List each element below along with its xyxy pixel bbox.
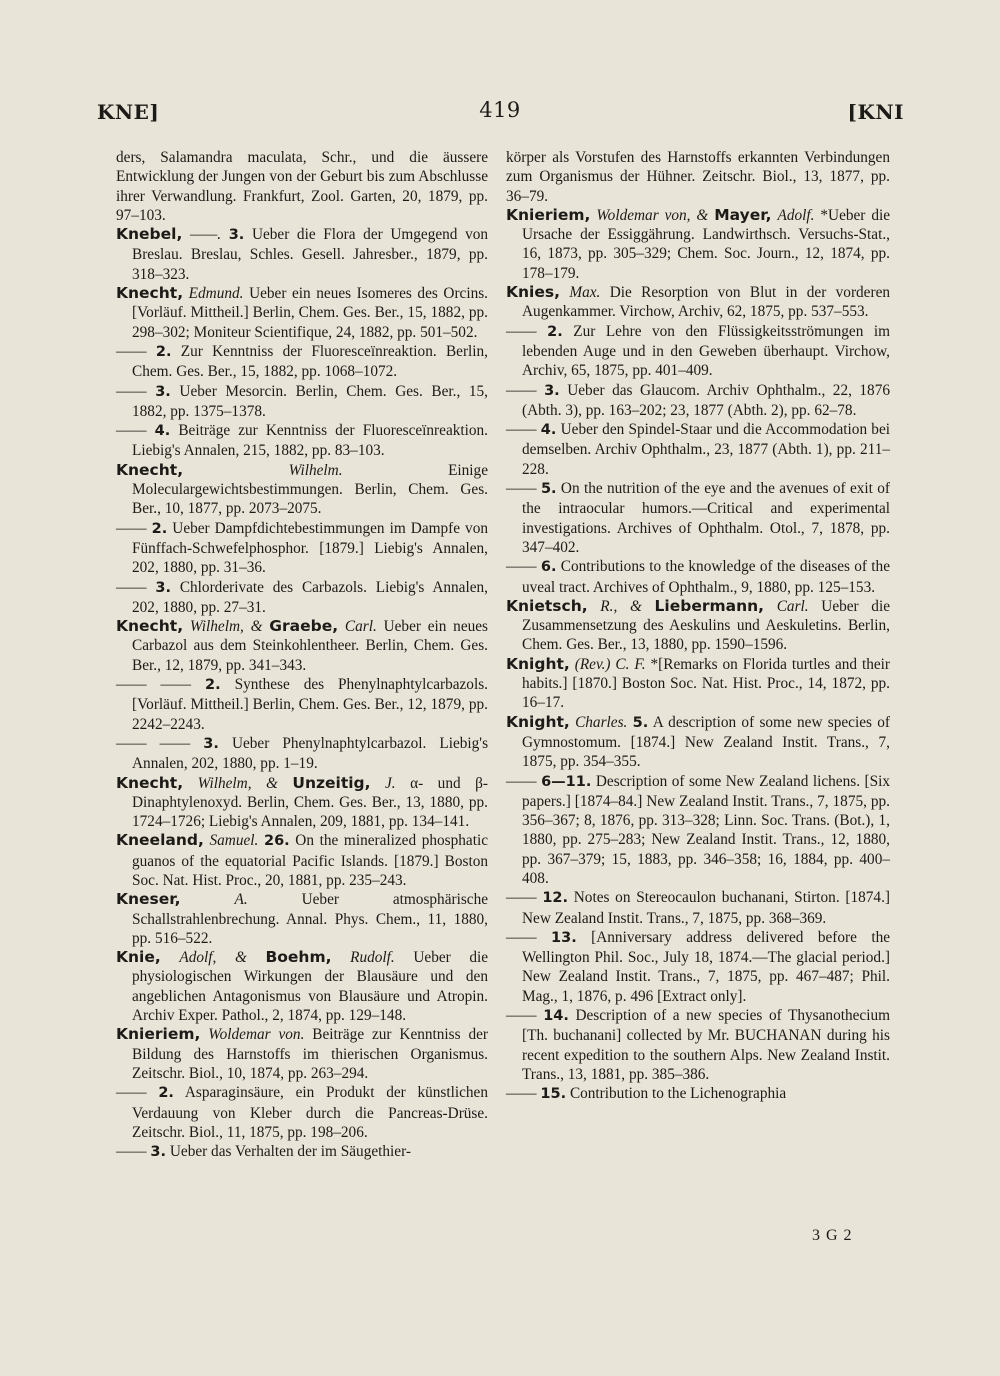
entry-text: Chlorderivate des Carbazols. Liebig's Annalen, 202, 1880, pp. 27–31. — [132, 578, 488, 616]
entry-text: Synthese des Phenylnaphtylcarbazols. [Vorläuf. Mittheil.] Berlin, Chem. Ges. Ber., 12, 1879, pp. 2242–2243. — [132, 676, 488, 733]
ditto-dash: —— — [506, 928, 537, 946]
entry-text: Ueber die Flora der Umgegend von Breslau. Breslau, Schles. Gesell. Jahresber., 1879, pp. 318–323. — [132, 226, 489, 283]
ditto-dash: —— — [506, 1085, 537, 1103]
entry-text: Asparaginsäure, ein Produkt der künstlichen Verdauung von Kleber durch die Pancreas-Drüse. Zeitschr. Biol., 11, 1875, pp. 198–206. — [132, 1084, 488, 1141]
bibliography-entry — [116, 421, 488, 461]
paper-number: 15. — [540, 1086, 567, 1103]
bibliography-entry — [506, 148, 890, 206]
entry-text: Ueber Mesorcin. Berlin, Chem. Ges. Ber., 15, 1882, pp. 1375–1378. — [132, 382, 489, 420]
paper-number: 3. — [203, 735, 219, 752]
author-forename: Samuel. — [209, 832, 259, 850]
ditto-dash: —— — [116, 578, 147, 596]
entry-text: Ueber das Verhalten der im Säugethier- — [169, 1143, 411, 1161]
author-forename: Rudolf. — [350, 949, 395, 967]
bibliography-entry — [506, 381, 890, 421]
ditto-dash: —— — [116, 1143, 147, 1161]
author-forename: R., & — [600, 597, 655, 615]
paper-number: 12. — [542, 890, 569, 907]
paper-number: 2. — [547, 323, 563, 340]
author-forename: Wilhelm, & — [189, 618, 270, 636]
author-forename: Wilhelm, & — [197, 774, 293, 792]
author-forename: Adolf, & — [179, 949, 266, 967]
entry-text: Ueber ein neues Isomeres des Orcins. [Vorläuf. Mittheil.] Berlin, Chem. Ges. Ber., 15, 1882, pp. 298–302; Moniteur Scientifique, 24, 1882, pp. 501–502. — [132, 285, 489, 341]
author-forename: ——. — [190, 226, 222, 244]
entry-text: Notes on Stereocaulon buchanani, Stirton. [1874.] New Zealand Instit. Trans., 7, 1875, pp. 368–369. — [522, 889, 890, 927]
bibliography-entry — [116, 617, 488, 675]
bibliography-entry — [506, 557, 890, 597]
bibliography-entry — [506, 283, 890, 322]
bibliography-entry — [506, 655, 890, 713]
bibliography-entry — [506, 772, 890, 889]
author-forename: Woldemar von, & — [596, 206, 715, 224]
bibliography-entry — [116, 148, 488, 225]
paper-number: 2. — [151, 520, 168, 537]
author-surname: Knie, — [116, 948, 161, 967]
paper-number: 13. — [551, 929, 577, 946]
author-forename: J. — [385, 774, 396, 792]
author-surname: Knies, — [506, 283, 560, 302]
bibliography-entry — [506, 713, 890, 772]
entry-text: Zur Kenntniss der Fluoresceïnreaktion. Berlin, Chem. Ges. Ber., 15, 1882, pp. 1068–1072. — [132, 342, 489, 381]
paper-number: 4. — [540, 422, 557, 439]
author-forename: Edmund. — [188, 285, 244, 303]
paper-number: 6. — [540, 559, 557, 576]
ditto-dash: —— — [116, 1084, 147, 1102]
entry-text: Zur Lehre von den Flüssigkeitsströmungen im lebenden Auge und in den Geweben überhaupt. Virchow, Archiv, 65, 1875, pp. 401–409. — [522, 322, 891, 380]
author-surname: Knieriem, — [506, 205, 591, 224]
bibliography-entry — [506, 1084, 890, 1104]
bibliography-entry — [506, 206, 890, 283]
paper-number: 3. — [155, 579, 172, 596]
signature-mark: 3 G 2 — [812, 1227, 853, 1244]
author-surname: Knebel, — [116, 225, 183, 244]
running-head-left: KNE] — [97, 100, 160, 124]
left-column — [116, 148, 488, 1162]
bibliography-entry — [116, 1083, 488, 1142]
author-forename: Wilhelm. — [288, 461, 343, 479]
entry-text: Beiträge zur Kenntniss der Fluoresceïnreaktion. Liebig's Annalen, 215, 1882, pp. 83–103. — [132, 422, 489, 460]
entry-text: ders, Salamandra maculata, Schr., und die äussere Entwicklung der Jungen von der Geburt bis zum Abschlusse ihrer Verwandlung. Frankfurt, Zool. Garten, 20, 1879, pp. 97–103. — [116, 149, 488, 224]
paper-number: 6—11. — [541, 773, 592, 790]
entry-text: Ueber das Glaucom. Archiv Ophthalm., 22, 1876 (Abth. 3), pp. 163–202; 23, 1877 (Abth. 2), pp. 62–78. — [522, 381, 890, 419]
bibliography-entry — [506, 322, 890, 381]
ditto-dash: —— — [506, 772, 537, 790]
author-forename: (Rev.) C. F. — [574, 655, 646, 673]
author-forename: Adolf. — [777, 206, 815, 224]
entry-text: On the mineralized phosphatic guanos of the equatorial Pacific Islands. [1879.] Boston Soc. Nat. Hist. Proc., 20, 1881, pp. 235–243. — [132, 832, 489, 889]
author-forename: Charles. — [575, 713, 628, 731]
ditto-dash: —— — [506, 381, 537, 399]
paper-number: 3. — [155, 383, 171, 400]
author-forename: Woldemar von. — [208, 1026, 305, 1044]
entry-text: Beiträge zur Kenntniss der Bildung des Harnstoffs im thierischen Organismus. Zeitschr. Biol., 10, 1874, pp. 263–294. — [132, 1026, 489, 1082]
ditto-dash: —— — [506, 480, 537, 498]
bibliography-entry — [116, 284, 488, 342]
entry-text: Contributions to the knowledge of the diseases of the uveal tract. Archives of Ophthalm., 9, 1880, pp. 125–153. — [522, 558, 890, 596]
entry-text: Ueber Phenylnaphtylcarbazol. Liebig's Annalen, 202, 1880, pp. 1–19. — [132, 734, 489, 773]
author-surname: Knecht, — [116, 617, 184, 636]
bibliography-entry — [116, 342, 488, 382]
author-surname: Kneser, — [116, 890, 181, 909]
ditto-dash: —— — [506, 889, 537, 907]
paper-number: 5. — [632, 714, 649, 731]
ditto-dash: —— — [116, 422, 147, 440]
page-number: 419 — [479, 98, 521, 122]
author-surname: Knecht, — [116, 773, 184, 792]
paper-number: 2. — [205, 677, 221, 694]
ditto-dash: —— — [116, 382, 147, 400]
author-surname: Boehm, — [265, 948, 332, 967]
entry-text: [Anniversary address delivered before the Wellington Phil. Soc., July 18, 1874.—The glacial period.] New Zealand Instit. Trans., 7, 1875, pp. 467–487; Phil. Mag., 1, 1876, p. 496 [Extract only]. — [522, 928, 891, 1005]
ditto-dash: —— — [116, 519, 147, 537]
paper-number: 3. — [150, 1144, 167, 1161]
bibliography-entry — [116, 382, 488, 422]
author-surname: Unzeitig, — [292, 773, 371, 792]
ditto-dash: —— —— — [116, 734, 191, 752]
entry-text: On the nutrition of the eye and the avenues of exit of the intraocular humors.—Critical and experimental investigations. Archives of Ophthalm. Otol., 7, 1878, pp. 347–402. — [522, 480, 890, 556]
entry-text: *Ueber die Ursache der Essiggährung. Landwirthsch. Versuchs-Stat., 16, 1873, pp. 305–329; Chem. Soc. Journ., 12, 1874, pp. 178–179. — [522, 206, 891, 282]
bibliography-entry — [116, 774, 488, 832]
bibliography-entry — [506, 1006, 890, 1084]
ditto-dash: —— — [506, 558, 537, 576]
author-surname: Mayer, — [714, 205, 772, 224]
paper-number: 2. — [155, 343, 172, 360]
running-head-right: [KNI — [847, 100, 904, 124]
entry-text: Ueber den Spindel-Staar und die Accommodation bei demselben. Archiv Ophthalm., 23, 1877 (Abth. 1), pp. 211–228. — [522, 421, 890, 478]
bibliography-entry — [116, 734, 488, 774]
bibliography-entry — [116, 890, 488, 948]
bibliography-entry — [116, 948, 488, 1025]
bibliography-entry — [116, 831, 488, 890]
entry-text: A description of some new species of Gymnostomum. [1874.] New Zealand Instit. Trans., 7, 1875, pp. 354–355. — [522, 713, 890, 771]
entry-text: α- und β-Dinaphtylenoxyd. Berlin, Chem. Ges. Ber., 13, 1880, pp. 1724–1726; Liebig's Annalen, 209, 1881, pp. 134–141. — [132, 774, 488, 831]
paper-number: 3. — [228, 227, 245, 244]
entry-text: Die Resorption von Blut in der vorderen Augenkammer. Virchow, Archiv, 62, 1875, pp. 537–553. — [522, 284, 891, 321]
paper-number: 3. — [544, 382, 560, 399]
entry-text: *[Remarks on Florida turtles and their habits.] [1870.] Boston Soc. Nat. Hist. Proc., 14, 1872, pp. 16–17. — [522, 655, 891, 712]
bibliography-entry — [506, 420, 890, 479]
author-surname: Knight, — [506, 654, 570, 673]
bibliography-entry — [116, 461, 488, 519]
bibliography-entry — [116, 1025, 488, 1083]
author-surname: Knietsch, — [506, 596, 588, 615]
bibliography-entry — [506, 928, 890, 1006]
paper-number: 5. — [540, 481, 557, 498]
right-column — [506, 148, 890, 1105]
author-forename: Max. — [569, 284, 601, 302]
author-surname: Knecht, — [116, 284, 184, 303]
bibliography-entry — [116, 1142, 488, 1162]
entry-text: Description of a new species of Thysanothecium [Th. buchanani] collected by Mr. BUCHANAN during his recent expedition to the southern Alps. New Zealand Instit. Trans., 13, 1881, pp. 385–386. — [522, 1007, 890, 1083]
author-surname: Knieriem, — [116, 1025, 201, 1044]
author-forename: A. — [234, 891, 248, 909]
bibliography-entry — [116, 578, 488, 618]
paper-number: 2. — [158, 1085, 174, 1102]
author-surname: Kneeland, — [116, 831, 204, 850]
bibliography-entry — [116, 675, 488, 734]
author-surname: Liebermann, — [654, 596, 765, 615]
entry-text: körper als Vorstufen des Harnstoffs erkannten Verbindungen zum Organismus der Hühner. Zeitschr. Biol., 13, 1877, pp. 36–79. — [506, 149, 890, 205]
entry-text: Ueber ein neues Carbazol aus dem Steinkohlentheer. Berlin, Chem. Ges. Ber., 12, 1879, pp. 341–343. — [132, 618, 489, 674]
ditto-dash: —— — [506, 322, 537, 340]
entry-text: Ueber die Zusammensetzung des Aeskulins und Aeskuletins. Berlin, Chem. Ges. Ber., 13, 1880, pp. 1590–1596. — [522, 597, 891, 654]
entry-text: Ueber Dampfdichtebestimmungen im Dampfe von Fünffach-Schwefelphosphor. [1879.] Liebig's Annalen, 202, 1880, pp. 31–36. — [132, 519, 489, 577]
bibliography-entry — [506, 479, 890, 557]
author-surname: Graebe, — [269, 617, 339, 636]
paper-number: 26. — [263, 833, 290, 850]
paper-number: 4. — [154, 423, 171, 440]
ditto-dash: —— — [116, 342, 147, 360]
bibliography-entry — [506, 597, 890, 655]
bibliography-entry — [116, 519, 488, 578]
ditto-dash: —— — [506, 1007, 537, 1025]
entry-text: Ueber die physiologischen Wirkungen der Blausäure und den angeblichen Antagonismus von Blausäure und Atropin. Archiv Exper. Pathol., 2, 1874, pp. 129–148. — [132, 949, 489, 1025]
entry-text: Ueber atmosphärische Schallstrahlenbrechung. Annal. Phys. Chem., 11, 1880, pp. 516–522. — [132, 891, 489, 947]
bibliography-entry — [506, 888, 890, 928]
author-surname: Knight, — [506, 712, 570, 731]
ditto-dash: —— —— — [116, 676, 192, 694]
paper-number: 14. — [543, 1008, 569, 1025]
entry-text: Contribution to the Lichenographia — [569, 1085, 787, 1103]
entry-text: Description of some New Zealand lichens. [Six papers.] [1874–84.] New Zealand Instit. Trans., 7, 1875, pp. 356–367; 8, 1876, pp. 313–328; Linn. Soc. Trans. (Bot.), 1, 1880, pp. 275–283; New Zealand Instit. Trans., 12, 1880, pp. 367–379; 15, 1883, pp. 346–358; 16, 1884, pp. 400–408. — [522, 772, 891, 887]
ditto-dash: —— — [506, 421, 537, 439]
author-forename: Carl. — [344, 618, 377, 636]
author-surname: Knecht, — [116, 460, 184, 479]
entry-text: Einige Moleculargewichtsbestimmungen. Berlin, Chem. Ges. Ber., 10, 1877, pp. 2073–2075. — [132, 461, 488, 518]
bibliography-entry — [116, 225, 488, 284]
author-forename: Carl. — [776, 597, 809, 615]
